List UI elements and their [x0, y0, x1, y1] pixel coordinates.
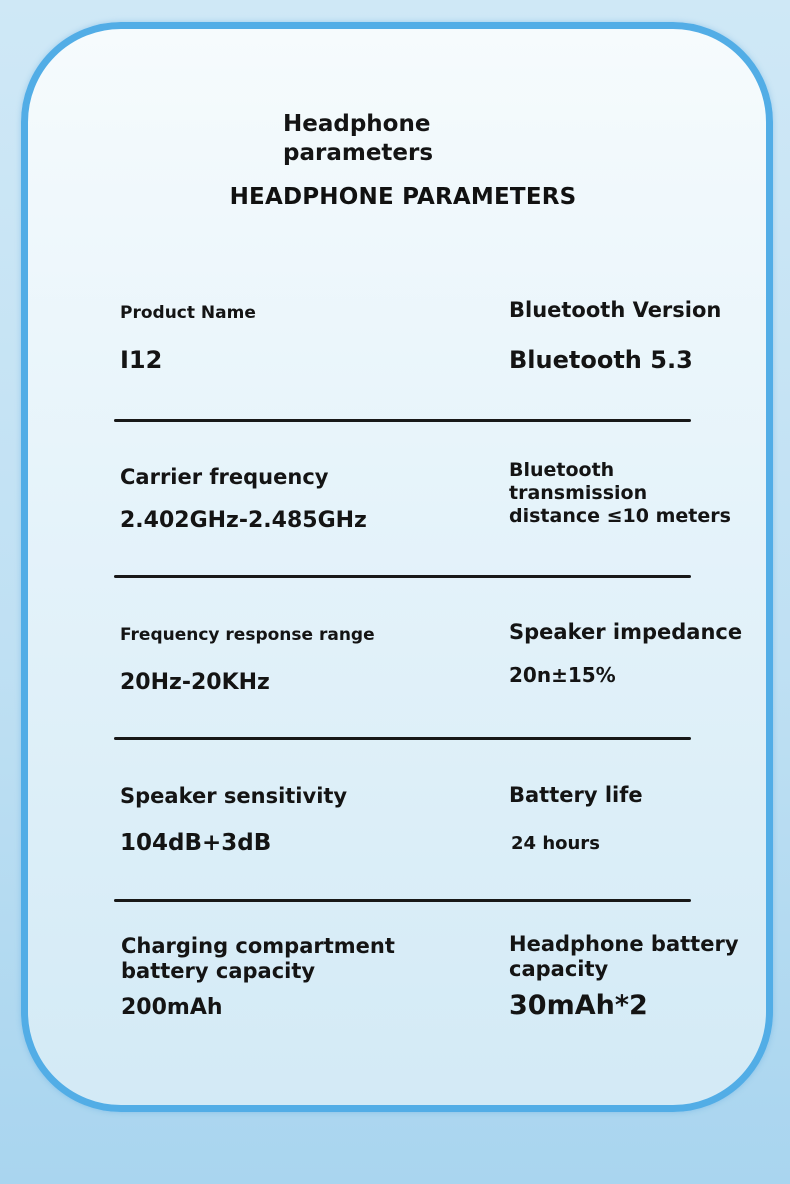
spec-value-speaker-impedance: 20n±15% — [509, 663, 616, 687]
spec-value-speaker-sensitivity: 104dB+3dB — [120, 830, 272, 856]
spec-value-charging-capacity: 200mAh — [121, 995, 223, 1020]
spec-label-frequency-response: Frequency response range — [120, 625, 375, 645]
spec-label-headphone-battery-line2: capacity — [509, 957, 609, 981]
spec-label-transmission-distance — [509, 459, 731, 528]
page-title-line1: Headphone — [283, 111, 431, 137]
spec-value-headphone-battery: 30mAh*2 — [509, 990, 648, 1021]
spec-label-carrier-frequency: Carrier frequency — [120, 465, 329, 489]
row-divider — [114, 899, 691, 902]
spec-value-battery-life: 24 hours — [511, 833, 600, 854]
spec-value-product-name: I12 — [120, 346, 163, 374]
page-title-caps: HEADPHONE PARAMETERS — [229, 184, 577, 210]
row-divider — [114, 575, 691, 578]
spec-label-battery-life: Battery life — [509, 783, 643, 807]
spec-value-carrier-frequency: 2.402GHz-2.485GHz — [120, 508, 367, 533]
spec-label-transmission-distance-line3: distance ≤10 meters — [509, 505, 731, 527]
spec-label-transmission-distance-line1: Bluetooth — [509, 459, 615, 481]
spec-label-charging-capacity-line1: Charging compartment — [121, 934, 395, 958]
spec-value-bluetooth-version: Bluetooth 5.3 — [509, 346, 693, 374]
spec-label-product-name: Product Name — [120, 303, 256, 323]
page-title — [283, 110, 503, 168]
spec-label-transmission-distance-line2: transmission — [509, 482, 648, 504]
spec-label-headphone-battery-line1: Headphone battery — [509, 932, 739, 956]
spec-label-charging-capacity-line2: battery capacity — [121, 959, 316, 983]
page-title-line2: parameters — [283, 140, 434, 166]
spec-label-speaker-impedance: Speaker impedance — [509, 620, 743, 644]
spec-label-speaker-sensitivity: Speaker sensitivity — [120, 784, 348, 808]
spec-label-bluetooth-version: Bluetooth Version — [509, 298, 722, 322]
spec-label-charging-capacity — [121, 934, 395, 984]
spec-label-headphone-battery — [509, 932, 739, 982]
spec-value-frequency-response: 20Hz-20KHz — [120, 670, 270, 695]
row-divider — [114, 419, 691, 422]
row-divider — [114, 737, 691, 740]
